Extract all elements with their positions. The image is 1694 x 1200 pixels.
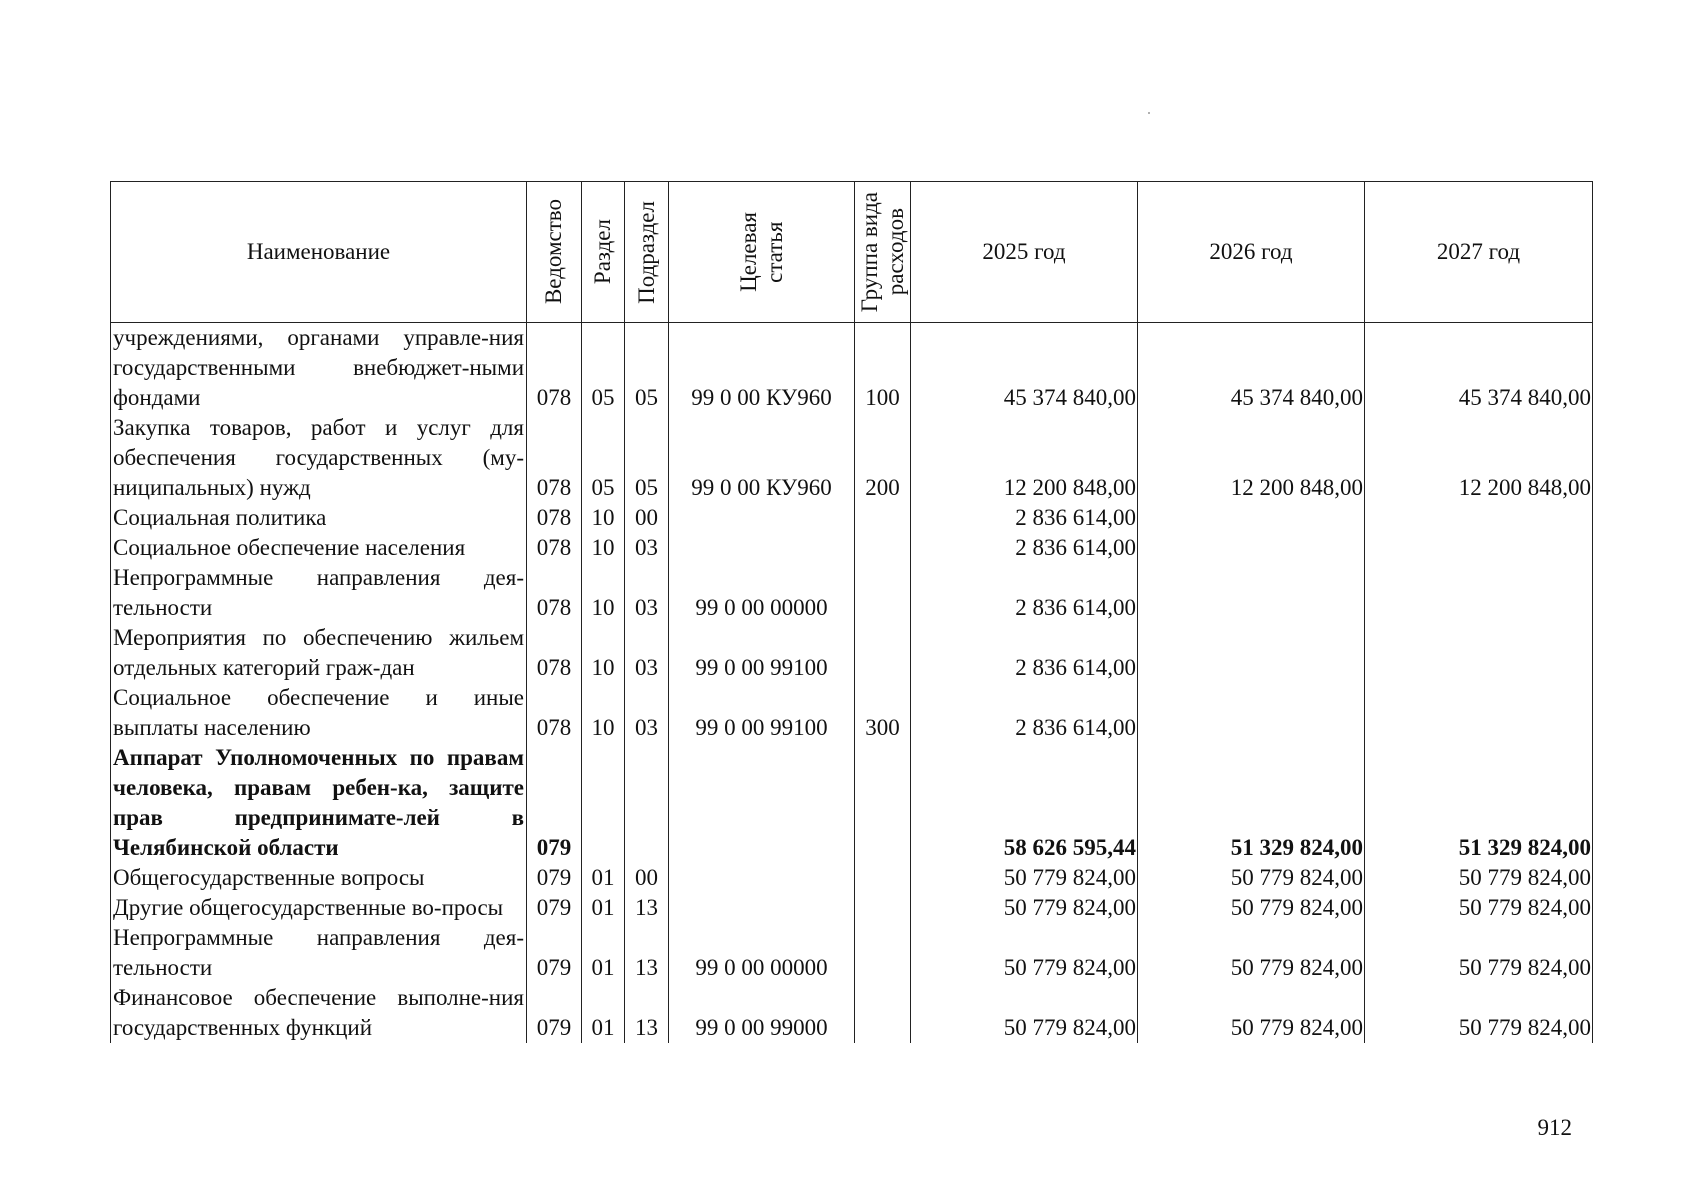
header-2025-label: 2025 год <box>982 239 1066 264</box>
cell-vedomstvo: 078 <box>527 323 582 414</box>
cell-2026: 45 374 840,00 <box>1138 323 1365 414</box>
cell-gruppa <box>855 623 911 683</box>
cell-razdel: 01 <box>582 863 625 893</box>
cell-2025: 2 836 614,00 <box>911 533 1138 563</box>
cell-2026 <box>1138 503 1365 533</box>
table-header <box>111 182 1593 323</box>
header-2026-label: 2026 год <box>1209 239 1293 264</box>
cell-vedomstvo: 079 <box>527 863 582 893</box>
header-celevaya-statya <box>669 182 855 323</box>
cell-celevaya-statya <box>669 503 855 533</box>
cell-2027: 50 779 824,00 <box>1365 923 1593 983</box>
cell-2027: 50 779 824,00 <box>1365 983 1593 1043</box>
cell-razdel: 10 <box>582 533 625 563</box>
cell-vedomstvo: 078 <box>527 533 582 563</box>
cell-razdel: 05 <box>582 323 625 414</box>
cell-2027: 51 329 824,00 <box>1365 743 1593 863</box>
cell-name: Непрограммные направления дея-тельности <box>111 923 527 983</box>
cell-celevaya-statya: 99 0 00 99000 <box>669 983 855 1043</box>
cell-gruppa <box>855 923 911 983</box>
cell-razdel: 10 <box>582 683 625 743</box>
cell-vedomstvo: 079 <box>527 743 582 863</box>
cell-celevaya-statya: 99 0 00 00000 <box>669 923 855 983</box>
table-body <box>111 323 1593 1044</box>
cell-2027 <box>1365 623 1593 683</box>
cell-razdel <box>582 743 625 863</box>
table-row <box>111 683 1593 743</box>
cell-celevaya-statya: 99 0 00 КУ960 <box>669 413 855 503</box>
table-row <box>111 983 1593 1043</box>
cell-vedomstvo: 078 <box>527 683 582 743</box>
cell-vedomstvo: 078 <box>527 503 582 533</box>
cell-2026: 50 779 824,00 <box>1138 893 1365 923</box>
header-2025 <box>911 182 1138 323</box>
cell-name: Социальная политика <box>111 503 527 533</box>
cell-2027: 12 200 848,00 <box>1365 413 1593 503</box>
header-razdel-label: Раздел <box>590 219 615 285</box>
table-row <box>111 323 1593 414</box>
cell-2025: 2 836 614,00 <box>911 623 1138 683</box>
header-vedomstvo-label: Ведомство <box>541 199 566 305</box>
cell-celevaya-statya <box>669 863 855 893</box>
table-row <box>111 893 1593 923</box>
cell-2026 <box>1138 563 1365 623</box>
table-row <box>111 623 1593 683</box>
cell-name: Социальное обеспечение и иные выплаты населению <box>111 683 527 743</box>
cell-gruppa <box>855 743 911 863</box>
cell-2027: 50 779 824,00 <box>1365 863 1593 893</box>
cell-2027 <box>1365 503 1593 533</box>
cell-vedomstvo: 078 <box>527 563 582 623</box>
cell-celevaya-statya <box>669 893 855 923</box>
cell-razdel: 05 <box>582 413 625 503</box>
cell-name: Закупка товаров, работ и услуг для обеспечения государственных (му-ниципальных) нужд <box>111 413 527 503</box>
cell-name: Аппарат Уполномоченных по правам человека, правам ребен-ка, защите прав предпринимате-лей в Челябинской области <box>111 743 527 863</box>
header-2026 <box>1138 182 1365 323</box>
cell-2026 <box>1138 623 1365 683</box>
cell-2026: 50 779 824,00 <box>1138 983 1365 1043</box>
cell-podrazdel: 00 <box>625 503 669 533</box>
table-row <box>111 743 1593 863</box>
cell-razdel: 01 <box>582 983 625 1043</box>
cell-name: Общегосударственные вопросы <box>111 863 527 893</box>
header-razdel <box>582 182 625 323</box>
cell-2025: 2 836 614,00 <box>911 563 1138 623</box>
cell-2026: 50 779 824,00 <box>1138 863 1365 893</box>
cell-name: Финансовое обеспечение выполне-ния государственных функций <box>111 983 527 1043</box>
cell-podrazdel: 13 <box>625 893 669 923</box>
header-2027 <box>1365 182 1593 323</box>
cell-gruppa <box>855 863 911 893</box>
cell-razdel: 01 <box>582 893 625 923</box>
cell-2025: 2 836 614,00 <box>911 503 1138 533</box>
cell-celevaya-statya: 99 0 00 99100 <box>669 683 855 743</box>
cell-name: Социальное обеспечение населения <box>111 533 527 563</box>
cell-2027 <box>1365 533 1593 563</box>
cell-2027: 50 779 824,00 <box>1365 893 1593 923</box>
cell-vedomstvo: 079 <box>527 893 582 923</box>
budget-table-container <box>110 181 1592 1043</box>
cell-razdel: 10 <box>582 503 625 533</box>
cell-2026: 51 329 824,00 <box>1138 743 1365 863</box>
table-row <box>111 863 1593 893</box>
header-vedomstvo <box>527 182 582 323</box>
cell-razdel: 10 <box>582 563 625 623</box>
table-row <box>111 563 1593 623</box>
cell-vedomstvo: 078 <box>527 623 582 683</box>
cell-2026: 12 200 848,00 <box>1138 413 1365 503</box>
cell-podrazdel <box>625 743 669 863</box>
header-celevaya-label: Целевая статья <box>735 212 787 292</box>
cell-vedomstvo: 079 <box>527 983 582 1043</box>
cell-gruppa <box>855 533 911 563</box>
cell-celevaya-statya: 99 0 00 00000 <box>669 563 855 623</box>
table-row <box>111 413 1593 503</box>
cell-podrazdel: 03 <box>625 563 669 623</box>
cell-podrazdel: 13 <box>625 983 669 1043</box>
cell-gruppa <box>855 983 911 1043</box>
cell-name: Мероприятия по обеспечению жильем отдельных категорий граж-дан <box>111 623 527 683</box>
page-number: 912 <box>1537 1115 1572 1140</box>
cell-2025: 12 200 848,00 <box>911 413 1138 503</box>
cell-name: Другие общегосударственные во-просы <box>111 893 527 923</box>
header-podrazdel-label: Подраздел <box>633 200 659 304</box>
cell-2026 <box>1138 533 1365 563</box>
cell-2025: 50 779 824,00 <box>911 893 1138 923</box>
table-row <box>111 503 1593 533</box>
cell-gruppa <box>855 503 911 533</box>
budget-table <box>110 181 1593 1043</box>
header-gruppa-vida-rashodov <box>855 182 911 323</box>
cell-2026: 50 779 824,00 <box>1138 923 1365 983</box>
cell-podrazdel: 05 <box>625 323 669 414</box>
header-name-label: Наименование <box>246 239 391 264</box>
cell-gruppa: 100 <box>855 323 911 414</box>
cell-name: учреждениями, органами управле-ния государственными внебюджет-ными фондами <box>111 323 527 414</box>
cell-gruppa <box>855 563 911 623</box>
scan-speck <box>1148 112 1150 114</box>
cell-2027: 45 374 840,00 <box>1365 323 1593 414</box>
cell-2025: 45 374 840,00 <box>911 323 1138 414</box>
header-row <box>111 182 1593 323</box>
cell-2025: 58 626 595,44 <box>911 743 1138 863</box>
cell-gruppa: 200 <box>855 413 911 503</box>
table-row <box>111 923 1593 983</box>
table-row <box>111 533 1593 563</box>
cell-2027 <box>1365 563 1593 623</box>
cell-2027 <box>1365 683 1593 743</box>
cell-podrazdel: 03 <box>625 683 669 743</box>
cell-celevaya-statya: 99 0 00 КУ960 <box>669 323 855 414</box>
cell-podrazdel: 13 <box>625 923 669 983</box>
cell-name: Непрограммные направления дея-тельности <box>111 563 527 623</box>
header-podrazdel <box>625 182 669 323</box>
cell-2026 <box>1138 683 1365 743</box>
cell-podrazdel: 05 <box>625 413 669 503</box>
cell-vedomstvo: 079 <box>527 923 582 983</box>
cell-2025: 50 779 824,00 <box>911 983 1138 1043</box>
header-2027-label: 2027 год <box>1436 239 1521 264</box>
cell-celevaya-statya <box>669 533 855 563</box>
cell-celevaya-statya: 99 0 00 99100 <box>669 623 855 683</box>
cell-gruppa <box>855 893 911 923</box>
cell-vedomstvo: 078 <box>527 413 582 503</box>
cell-celevaya-statya <box>669 743 855 863</box>
header-gruppa-label: Группа вида расходов <box>856 191 908 313</box>
cell-2025: 2 836 614,00 <box>911 683 1138 743</box>
cell-razdel: 01 <box>582 923 625 983</box>
cell-podrazdel: 00 <box>625 863 669 893</box>
cell-podrazdel: 03 <box>625 533 669 563</box>
cell-2025: 50 779 824,00 <box>911 923 1138 983</box>
header-name <box>111 182 527 323</box>
cell-2025: 50 779 824,00 <box>911 863 1138 893</box>
cell-gruppa: 300 <box>855 683 911 743</box>
cell-podrazdel: 03 <box>625 623 669 683</box>
cell-razdel: 10 <box>582 623 625 683</box>
